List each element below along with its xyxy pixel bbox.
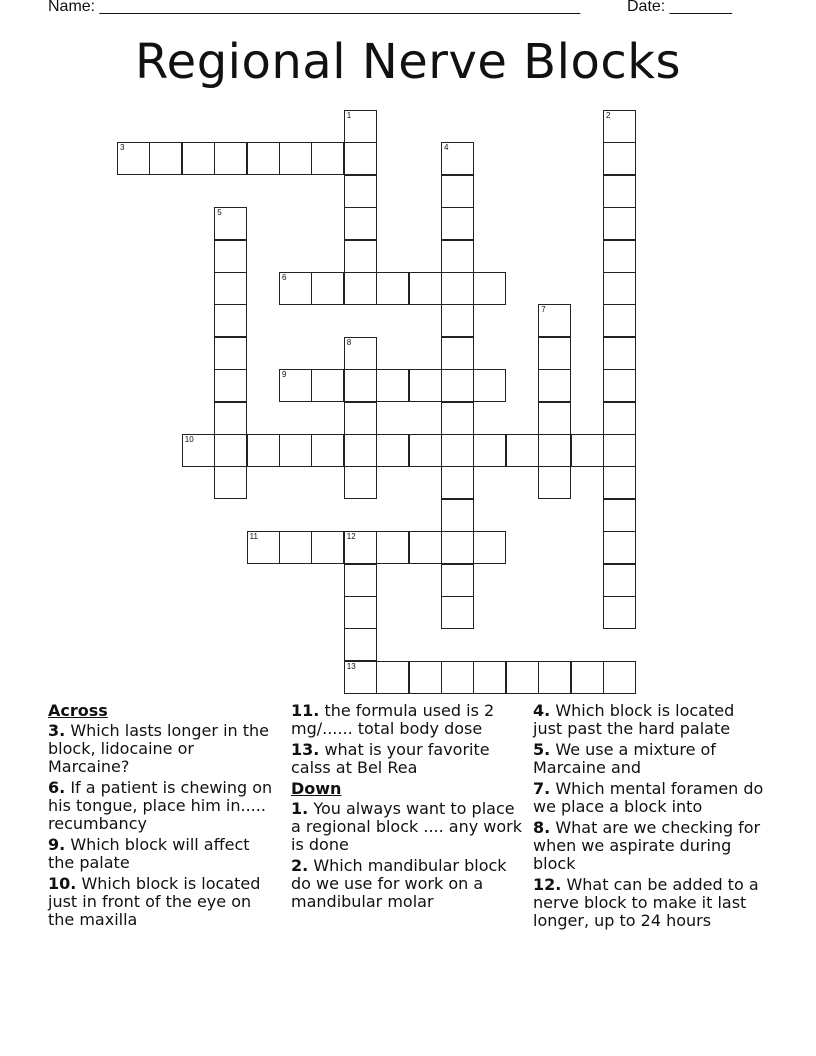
grid-cell[interactable] bbox=[603, 434, 636, 467]
down-heading: Down bbox=[291, 779, 342, 798]
grid-cell[interactable] bbox=[344, 142, 377, 175]
grid-cell[interactable] bbox=[344, 531, 377, 564]
grid-cell[interactable] bbox=[506, 434, 539, 467]
grid-cell[interactable] bbox=[441, 564, 474, 597]
grid-cell[interactable] bbox=[603, 110, 636, 143]
grid-cell[interactable] bbox=[376, 369, 409, 402]
grid-cell[interactable] bbox=[311, 142, 344, 175]
clue-number: 1 bbox=[346, 111, 352, 120]
grid-cell[interactable] bbox=[182, 434, 215, 467]
grid-cell[interactable] bbox=[311, 369, 344, 402]
clue-across: 10. Which block is located just in front of the eye on the maxilla bbox=[48, 874, 261, 929]
grid-cell[interactable] bbox=[214, 369, 247, 402]
grid-cell[interactable] bbox=[538, 337, 571, 370]
grid-cell[interactable] bbox=[344, 402, 377, 435]
grid-cell[interactable] bbox=[473, 434, 506, 467]
grid-cell[interactable] bbox=[214, 434, 247, 467]
grid-cell[interactable] bbox=[279, 531, 312, 564]
grid-cell[interactable] bbox=[344, 272, 377, 305]
grid-cell[interactable] bbox=[279, 434, 312, 467]
grid-cell[interactable] bbox=[506, 661, 539, 694]
grid-cell[interactable] bbox=[538, 369, 571, 402]
grid-cell[interactable] bbox=[603, 564, 636, 597]
grid-cell[interactable] bbox=[441, 207, 474, 240]
grid-cell[interactable] bbox=[441, 596, 474, 629]
grid-cell[interactable] bbox=[344, 466, 377, 499]
grid-cell[interactable] bbox=[603, 337, 636, 370]
grid-cell[interactable] bbox=[441, 337, 474, 370]
grid-cell[interactable] bbox=[409, 531, 442, 564]
grid-cell[interactable] bbox=[473, 661, 506, 694]
clue-down: 12. What can be added to a nerve block to make it last longer, up to 24 hours bbox=[533, 875, 759, 930]
clue-down: 1. You always want to place a regional block .... any work is done bbox=[291, 799, 523, 854]
grid-cell[interactable] bbox=[376, 661, 409, 694]
name-field-line: Name: ______________________________________________________ bbox=[48, 0, 581, 15]
grid-cell[interactable] bbox=[473, 369, 506, 402]
grid-cell[interactable] bbox=[441, 272, 474, 305]
grid-cell[interactable] bbox=[344, 240, 377, 273]
grid-cell[interactable] bbox=[376, 434, 409, 467]
grid-cell[interactable] bbox=[441, 466, 474, 499]
grid-cell[interactable] bbox=[214, 272, 247, 305]
grid-cell[interactable] bbox=[279, 369, 312, 402]
grid-cell[interactable] bbox=[603, 499, 636, 532]
grid-cell[interactable] bbox=[473, 531, 506, 564]
grid-cell[interactable] bbox=[603, 304, 636, 337]
grid-cell[interactable] bbox=[214, 466, 247, 499]
grid-cell[interactable] bbox=[247, 434, 280, 467]
grid-cell[interactable] bbox=[538, 466, 571, 499]
grid-cell[interactable] bbox=[311, 272, 344, 305]
clue-number: 11 bbox=[249, 532, 258, 542]
grid-cell[interactable] bbox=[149, 142, 182, 175]
grid-cell[interactable] bbox=[571, 661, 604, 694]
grid-cell[interactable] bbox=[441, 142, 474, 175]
clue-number: 7 bbox=[541, 305, 546, 315]
grid-cell[interactable] bbox=[376, 272, 409, 305]
grid-cell[interactable] bbox=[247, 142, 280, 175]
grid-cell[interactable] bbox=[344, 110, 377, 143]
grid-cell[interactable] bbox=[344, 628, 377, 661]
grid-cell[interactable] bbox=[117, 142, 150, 175]
clue-down: 7. Which mental foramen do we place a block into bbox=[533, 779, 764, 816]
clue-number: 8 bbox=[346, 337, 352, 347]
clue-across: 11. the formula used is 2 mg/...... total body dose bbox=[291, 701, 495, 738]
grid-cell[interactable] bbox=[376, 531, 409, 564]
grid-cell[interactable] bbox=[214, 402, 247, 435]
clue-down: 5. We use a mixture of Marcaine and bbox=[533, 740, 716, 777]
grid-cell[interactable] bbox=[311, 531, 344, 564]
grid-cell[interactable] bbox=[344, 337, 377, 370]
clue-across: 6. If a patient is chewing on his tongue, place him in..... recumbancy bbox=[48, 778, 273, 833]
grid-cell[interactable] bbox=[441, 499, 474, 532]
grid-cell[interactable] bbox=[441, 240, 474, 273]
page-title: Regional Nerve Blocks bbox=[134, 34, 682, 90]
grid-cell[interactable] bbox=[279, 272, 312, 305]
grid-cell[interactable] bbox=[441, 175, 474, 208]
grid-cell[interactable] bbox=[603, 661, 636, 694]
grid-cell[interactable] bbox=[538, 402, 571, 435]
grid-cell[interactable] bbox=[214, 337, 247, 370]
grid-cell[interactable] bbox=[409, 369, 442, 402]
grid-cell[interactable] bbox=[441, 661, 474, 694]
grid-cell[interactable] bbox=[538, 304, 571, 337]
clue-down: 8. What are we checking for when we aspirate during block bbox=[533, 818, 761, 873]
grid-cell[interactable] bbox=[409, 272, 442, 305]
grid-cell[interactable] bbox=[603, 402, 636, 435]
grid-cell[interactable] bbox=[603, 466, 636, 499]
clue-number: 9 bbox=[282, 370, 287, 380]
clue-number: 12 bbox=[346, 532, 356, 542]
grid-cell[interactable] bbox=[603, 240, 636, 273]
grid-cell[interactable] bbox=[603, 272, 636, 305]
grid-cell[interactable] bbox=[344, 596, 377, 629]
clue-number: 13 bbox=[346, 661, 356, 671]
across-heading: Across bbox=[48, 701, 108, 720]
grid-cell[interactable] bbox=[441, 369, 474, 402]
grid-cell[interactable] bbox=[441, 531, 474, 564]
grid-cell[interactable] bbox=[344, 564, 377, 597]
grid-cell[interactable] bbox=[473, 272, 506, 305]
clue-across: 13. what is your favorite calss at Bel Rea bbox=[291, 740, 490, 777]
grid-cell[interactable] bbox=[247, 531, 280, 564]
grid-cell[interactable] bbox=[603, 531, 636, 564]
date-field-line: Date: _______ bbox=[627, 0, 732, 15]
grid-cell[interactable] bbox=[344, 175, 377, 208]
grid-cell[interactable] bbox=[214, 304, 247, 337]
grid-cell[interactable] bbox=[344, 369, 377, 402]
clue-number: 4 bbox=[444, 143, 449, 153]
clue-number: 2 bbox=[606, 111, 611, 120]
grid-cell[interactable] bbox=[603, 175, 636, 208]
clue-across: 3. Which lasts longer in the block, lidocaine or Marcaine? bbox=[48, 721, 269, 776]
grid-cell[interactable] bbox=[603, 596, 636, 629]
grid-cell[interactable] bbox=[441, 402, 474, 435]
clue-down: 4. Which block is located just past the hard palate bbox=[533, 701, 735, 738]
clue-column-3 bbox=[533, 702, 765, 933]
grid-cell[interactable] bbox=[344, 434, 377, 467]
grid-cell[interactable] bbox=[441, 304, 474, 337]
grid-cell[interactable] bbox=[441, 434, 474, 467]
grid-cell[interactable] bbox=[214, 142, 247, 175]
clue-column-1 bbox=[48, 702, 280, 932]
grid-cell[interactable] bbox=[409, 661, 442, 694]
grid-cell[interactable] bbox=[603, 142, 636, 175]
clue-number: 6 bbox=[282, 273, 287, 282]
clue-number: 10 bbox=[184, 435, 194, 444]
clue-number: 3 bbox=[120, 143, 125, 153]
grid-cell[interactable] bbox=[538, 661, 571, 694]
grid-cell[interactable] bbox=[279, 142, 312, 175]
clue-number: 5 bbox=[217, 208, 222, 218]
grid-cell[interactable] bbox=[603, 207, 636, 240]
grid-cell[interactable] bbox=[538, 434, 571, 467]
grid-cell[interactable] bbox=[311, 434, 344, 467]
grid-cell[interactable] bbox=[344, 661, 377, 694]
grid-cell[interactable] bbox=[214, 207, 247, 240]
clue-across: 9. Which block will affect the palate bbox=[48, 835, 250, 872]
grid-cell[interactable] bbox=[603, 369, 636, 402]
grid-cell[interactable] bbox=[214, 240, 247, 273]
grid-cell[interactable] bbox=[344, 207, 377, 240]
grid-cell[interactable] bbox=[182, 142, 215, 175]
grid-cell[interactable] bbox=[571, 434, 604, 467]
grid-cell[interactable] bbox=[409, 434, 442, 467]
clue-column-2 bbox=[291, 702, 523, 914]
clue-down: 2. Which mandibular block do we use for work on a mandibular molar bbox=[291, 856, 507, 911]
